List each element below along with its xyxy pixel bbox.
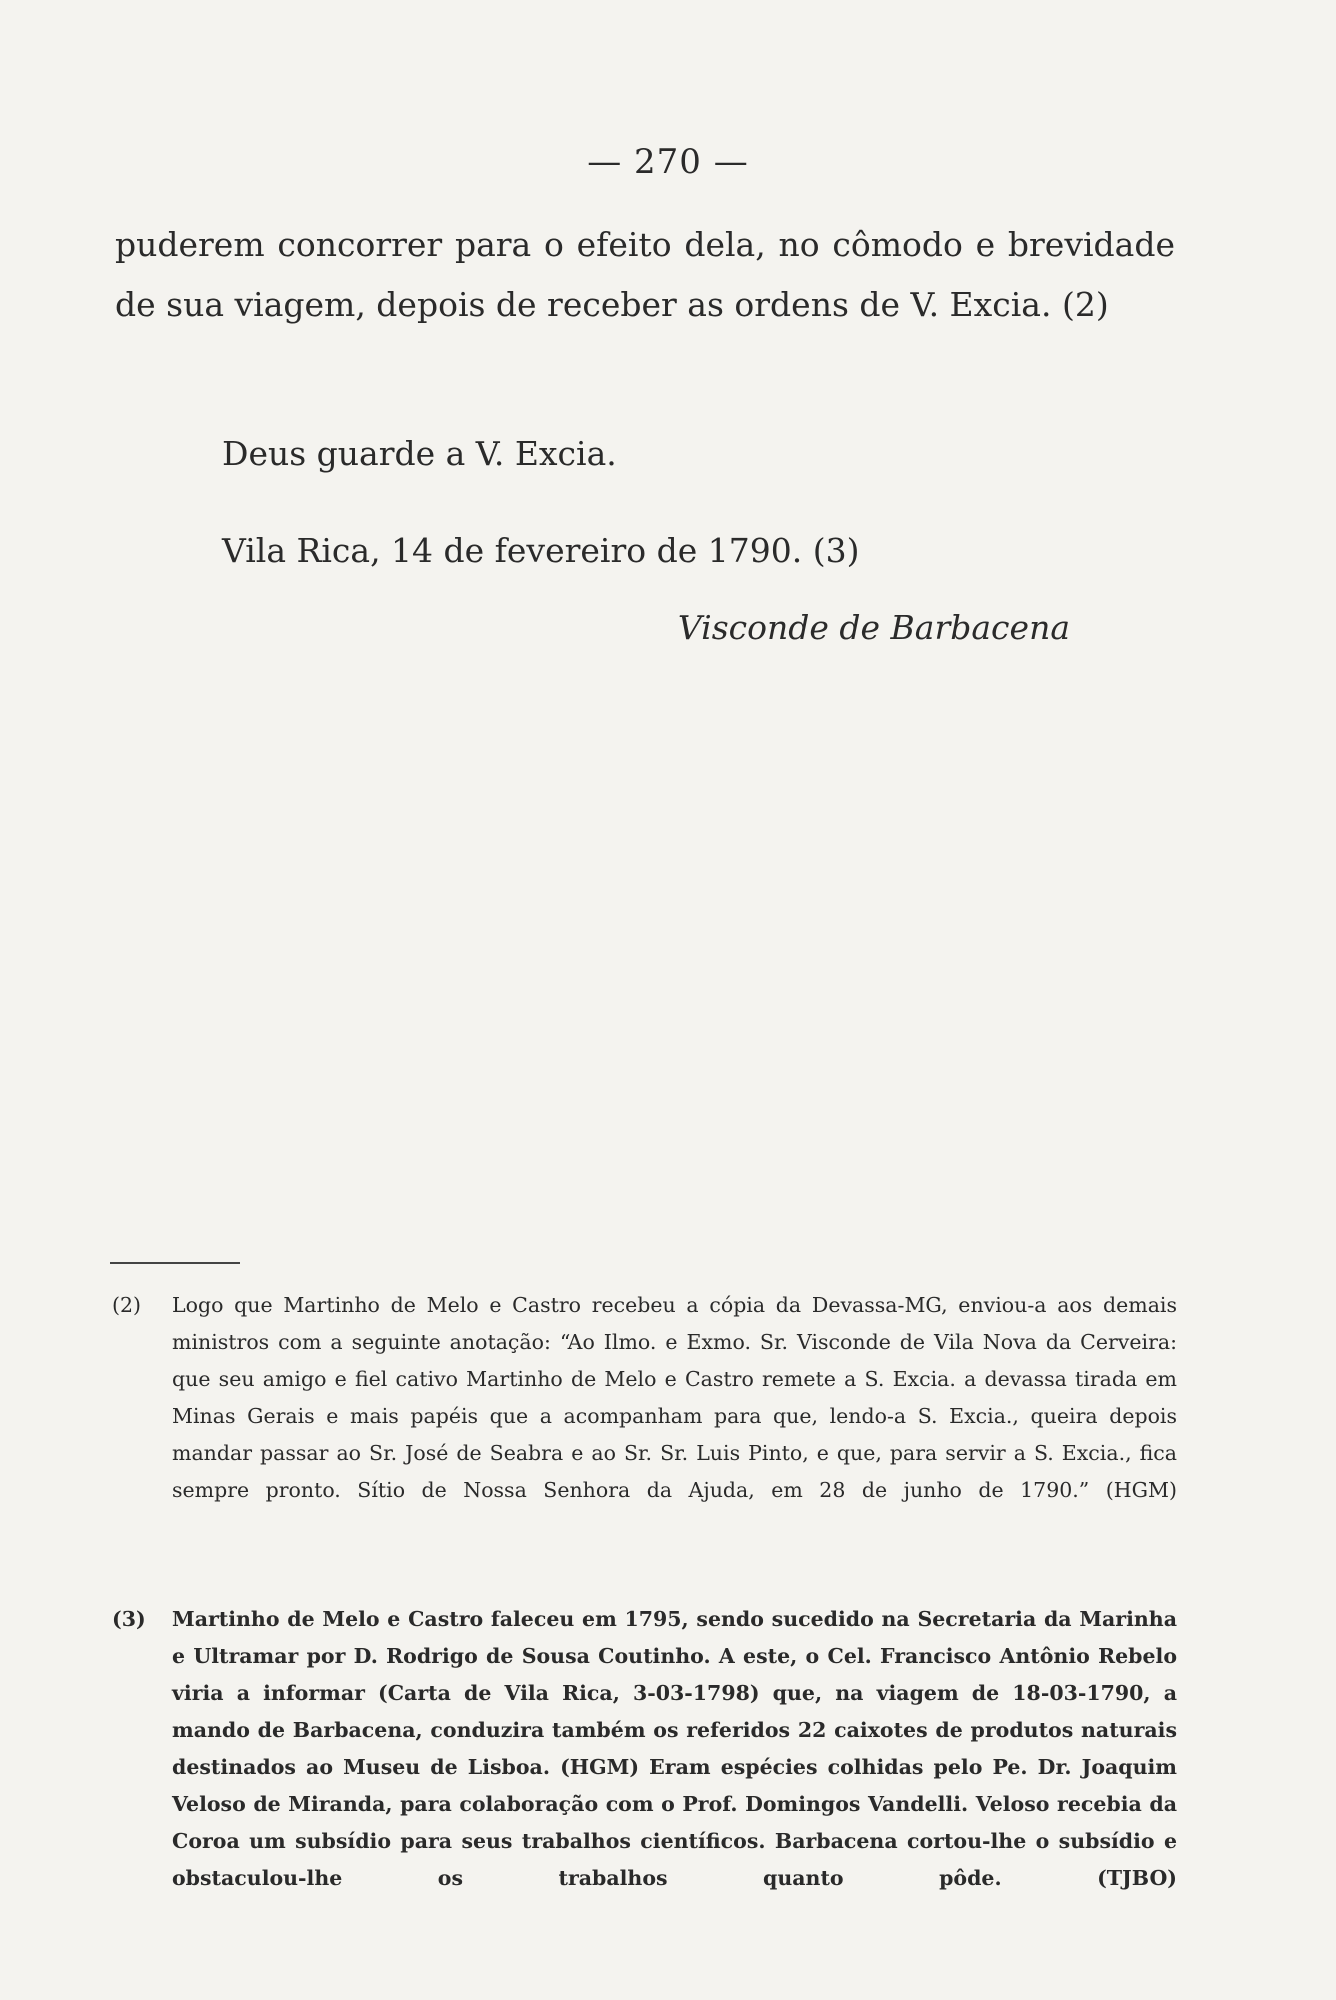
footnote-text: Martinho de Melo e Castro faleceu em 1795, sendo sucedido na Secretaria da Marinha e Ultramar por D. Rodrigo de Sousa Coutinho. A este, o Cel. Francisco Antônio Rebelo viria a informar (Carta de Vila Rica, 3-03-1798) que, na viagem de 18-03-1790, a mando de Barbacena, conduzira também os referidos 22 caixotes de produtos naturais destinados ao Museu de Lisboa. (HGM) Eram espécies colhidas pelo Pe. Dr. Joaquim Veloso de Miranda, para colaboração com o Prof. Domingos Vandelli. Veloso recebia da Coroa um subsídio para seus trabalhos científicos. Barbacena cortou-lhe o subsídio e obstaculou-lhe os trabalhos quanto pôde. (TJBO) <box>172 1607 1177 1890</box>
signature: Visconde de Barbacena <box>677 608 1070 647</box>
body-paragraph <box>115 215 1175 335</box>
footnote-2 <box>112 1287 1177 1509</box>
closing-place-date: Vila Rica, 14 de fevereiro de 1790. (3) <box>222 531 860 570</box>
closing-greeting: Deus guarde a V. Excia. <box>222 434 617 473</box>
footnote-text: Logo que Martinho de Melo e Castro recebeu a cópia da Devassa-MG, enviou-a aos demais ministros com a seguinte anotação: “Ao Ilmo. e Exmo. Sr. Visconde de Vila Nova da Cerveira: que seu amigo e fiel cativo Martinho de Melo e Castro remete a S. Excia. a devassa tirada em Minas Gerais e mais papéis que a acompanham para que, lendo-a S. Excia., queira depois mandar passar ao Sr. José de Seabra e ao Sr. Sr. Luis Pinto, e que, para servir a S. Excia., fica sempre pronto. Sítio de Nossa Senhora da Ajuda, em 28 de junho de 1790.” (HGM) <box>172 1293 1177 1502</box>
footnote-divider <box>110 1262 240 1264</box>
page-number: — 270 — <box>587 142 749 182</box>
footnote-3 <box>112 1601 1177 1897</box>
footnote-marker: (2) <box>112 1293 142 1317</box>
paragraph-text: puderem concorrer para o efeito dela, no cômodo e brevidade de sua viagem, depois de receber as ordens de V. Excia. (2) <box>115 225 1175 324</box>
footnote-marker: (3) <box>112 1607 146 1631</box>
